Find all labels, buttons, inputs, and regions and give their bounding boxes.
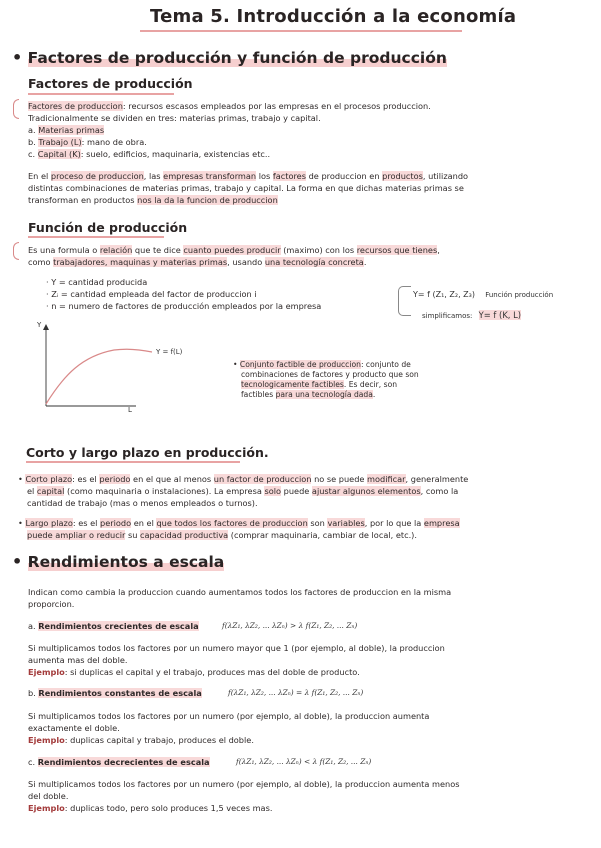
graph-y-label: Y	[37, 321, 42, 329]
term-highlight: Rendimientos decrecientes de escala	[37, 757, 210, 767]
example-label: Ejemplo	[28, 667, 65, 677]
text: son	[307, 518, 328, 528]
term-highlight: trabajadores, maquinas y materias primas	[53, 257, 228, 267]
rendimiento-a-text1: Si multiplicamos todos los factores por un numero mayor que 1 (por ejemplo, al doble), la produccion	[28, 643, 445, 653]
text: factibles	[241, 390, 276, 399]
text: : duplicas todo, pero solo produces 1,5 veces mas.	[64, 803, 273, 813]
funcion-def-line2	[28, 257, 366, 269]
text: : mano de obra.	[81, 137, 147, 147]
rendimiento-a-title	[28, 621, 199, 633]
formula-label: Función producción	[485, 291, 554, 299]
rendimiento-b-example	[28, 735, 254, 747]
item-prefix: c.	[28, 149, 38, 159]
factores-line2: Tradicionalmente se dividen en tres: materias primas, trabajo y capital.	[28, 113, 321, 123]
section-1-heading	[12, 48, 447, 67]
text: no se puede	[311, 474, 368, 484]
rendimiento-a-text2: aumenta mas del doble.	[28, 655, 128, 665]
text: .	[372, 390, 376, 399]
term-highlight: Capital (K)	[37, 149, 81, 159]
factores-item-b	[28, 137, 147, 149]
text: : es el	[72, 474, 100, 484]
rendimiento-c-example	[28, 803, 272, 815]
production-curve	[46, 349, 152, 404]
text: como	[28, 257, 54, 267]
formula: Y= f (K, L)	[478, 310, 522, 320]
text: , utilizando	[422, 171, 469, 181]
term-highlight: tecnologicamente factibles	[241, 380, 344, 389]
rendimiento-b-text2: exactamente el doble.	[28, 723, 120, 733]
bullet-dot-icon: •	[12, 48, 23, 67]
variable-n: · n = numero de factores de producción empleados por la empresa	[46, 301, 322, 311]
section-1-heading-text: Factores de producción y función de producción	[27, 49, 447, 67]
text: de produccion en	[306, 171, 383, 181]
rendimiento-b-formula: f(λZ₁, λZ₂, ... λZₙ) = λ f(Z₁, Z₂, ... Zₙ)	[228, 688, 364, 697]
term-highlight: relación	[99, 245, 133, 255]
term-highlight: productos	[382, 171, 423, 181]
bracket-mark	[13, 242, 19, 260]
y-axis-arrow-icon	[43, 324, 49, 330]
formula-simplified	[422, 310, 521, 320]
term-highlight: cuanto puedes producir	[183, 245, 281, 255]
factores-definition	[28, 101, 431, 113]
text: Y = cantidad producida	[51, 277, 148, 287]
item-prefix: a.	[28, 125, 39, 135]
term-highlight: Conjunto factible de produccion	[239, 360, 361, 369]
term-highlight: modificar	[367, 474, 406, 484]
text: en el que al menos	[130, 474, 214, 484]
text: Zᵢ = cantidad empleada del factor de produccion i	[51, 289, 257, 299]
largo-plazo-line1: • Largo plazo: es el periodo en el que todos los factores de produccion son variables, por lo que la empresa	[18, 518, 460, 528]
sub-heading-plazo: Corto y largo plazo en producción.	[26, 445, 269, 460]
term-highlight: Trabajo (L)	[38, 137, 82, 147]
rendimiento-c-text2: del doble.	[28, 791, 69, 801]
rendimiento-a-example	[28, 667, 360, 679]
text: que te dice	[132, 245, 184, 255]
text: (maximo) con los	[280, 245, 357, 255]
text: ,	[437, 245, 440, 255]
text: . Es decir, son	[343, 380, 398, 389]
section-2-heading	[12, 552, 224, 571]
title-underline	[140, 30, 462, 32]
term-highlight: periodo	[100, 518, 132, 528]
text: su	[125, 530, 141, 540]
rendimiento-c-title	[28, 757, 210, 769]
conjunto-note-line2: combinaciones de factores y producto que son	[241, 370, 419, 379]
sub-heading-underline	[28, 236, 164, 238]
conjunto-note-line4	[241, 390, 375, 401]
corto-plazo-line2	[27, 486, 458, 498]
term-highlight: Materias primas	[38, 125, 105, 135]
text: : duplicas capital y trabajo, produces el doble.	[64, 735, 254, 745]
bullet-dot-icon: •	[12, 552, 23, 571]
term-highlight: para una tecnología dada	[275, 390, 373, 399]
proceso-para-line1	[28, 171, 468, 183]
term-highlight: capital	[36, 486, 65, 496]
text: , usando	[227, 257, 265, 267]
production-function-graph	[34, 320, 194, 416]
rendimiento-c-text1: Si multiplicamos todos los factores por un numero (por ejemplo, al doble), la produccion aumenta menos	[28, 779, 460, 789]
rendimientos-intro-line1: Indican como cambia la produccion cuando aumentamos todos los factores de produccion en la misma	[28, 587, 452, 597]
term-highlight: solo	[264, 486, 282, 496]
text: los	[256, 171, 273, 181]
formula-bracket	[398, 286, 411, 316]
term-highlight: Rendimientos constantes de escala	[38, 688, 202, 698]
term-highlight: puede ampliar o reducir	[27, 530, 126, 540]
rendimientos-intro-line2: proporcion.	[28, 599, 75, 609]
text: n = numero de factores de producción empleados por la empresa	[51, 301, 322, 311]
formula-label: simplificamos:	[422, 312, 473, 320]
term-highlight: Rendimientos crecientes de escala	[38, 621, 199, 631]
term-highlight: factores	[272, 171, 306, 181]
largo-plazo-line2	[27, 530, 417, 542]
term-highlight: recursos que tienes	[356, 245, 438, 255]
text: Es una formula o	[28, 245, 100, 255]
text: : si duplicas el capital y el trabajo, produces mas del doble de producto.	[64, 667, 360, 677]
graph-curve-label: Y = f(L)	[156, 348, 183, 356]
term-highlight: Largo plazo	[25, 518, 73, 528]
term-highlight: variables	[327, 518, 365, 528]
corto-plazo-line1: • Corto plazo: es el periodo en el que al menos un factor de produccion no se puede modificar, generalmente	[18, 474, 469, 484]
text: : es el	[72, 518, 101, 528]
term-highlight: Factores de produccion	[28, 101, 123, 111]
term-highlight: proceso de produccion	[50, 171, 144, 181]
proceso-para-line3	[28, 195, 278, 207]
formula: Y= f (Z₁, Z₂, Z₃)	[413, 290, 475, 299]
term-highlight: una tecnología concreta	[264, 257, 364, 267]
example-label: Ejemplo	[28, 803, 65, 813]
conjunto-note-line3	[241, 380, 397, 391]
text: , generalmente	[405, 474, 469, 484]
term-highlight: periodo	[99, 474, 131, 484]
text: en el	[131, 518, 157, 528]
proceso-para-line2: distintas combinaciones de materias primas, trabajo y capital. La forma en que dichas materias primas se	[28, 183, 464, 193]
rendimiento-b-title	[28, 688, 202, 700]
term-highlight: empresa	[423, 518, 460, 528]
term-highlight: empresas transforman	[163, 171, 257, 181]
item-prefix: b.	[28, 688, 39, 698]
factores-item-c	[28, 149, 270, 161]
funcion-def-line1	[28, 245, 440, 257]
term-highlight: Corto plazo	[25, 474, 73, 484]
section-2-heading-text: Rendimientos a escala	[27, 553, 225, 571]
text: , por lo que la	[364, 518, 424, 528]
sub-heading-funcion: Función de producción	[28, 220, 188, 235]
sub-heading-factores: Factores de producción	[28, 76, 193, 91]
text: (comprar maquinaria, cambiar de local, etc.).	[228, 530, 417, 540]
sub-heading-underline	[26, 461, 240, 463]
item-prefix: b.	[28, 137, 39, 147]
term-highlight: nos la da la funcion de produccion	[137, 195, 278, 205]
text: transforman en productos	[28, 195, 138, 205]
factores-item-a	[28, 125, 104, 137]
text: (como maquinaria o instalaciones). La empresa	[64, 486, 265, 496]
formula-production	[413, 290, 553, 299]
rendimiento-a-formula: f(λZ₁, λZ₂, ... λZₙ) > λ f(Z₁, Z₂, ... Zₙ)	[222, 621, 358, 630]
text: , las	[143, 171, 164, 181]
graph-x-label: L	[128, 406, 132, 414]
item-prefix: c.	[28, 757, 38, 767]
example-label: Ejemplo	[28, 735, 65, 745]
bracket-mark	[13, 99, 19, 119]
variable-z: · Zᵢ = cantidad empleada del factor de produccion i	[46, 289, 257, 299]
page-title: Tema 5. Introducción a la economía	[150, 6, 517, 27]
item-prefix: a.	[28, 621, 39, 631]
text: puede	[281, 486, 312, 496]
variable-y: · Y = cantidad producida	[46, 277, 148, 287]
term-highlight: que todos los factores de produccion	[156, 518, 308, 528]
rendimiento-b-text1: Si multiplicamos todos los factores por un numero (por ejemplo, al doble), la produccion aumenta	[28, 711, 430, 721]
term-highlight: capacidad productiva	[140, 530, 229, 540]
text: .	[363, 257, 367, 267]
text: , como la	[420, 486, 459, 496]
sub-heading-underline	[28, 93, 174, 95]
rendimiento-c-formula: f(λZ₁, λZ₂, ... λZₙ) < λ f(Z₁, Z₂, ... Zₙ)	[236, 757, 372, 766]
text: En el	[28, 171, 51, 181]
text: : recursos escasos empleados por las empresas en el procesos produccion.	[122, 101, 431, 111]
text: el	[27, 486, 37, 496]
conjunto-note-line1: • Conjunto factible de produccion: conjunto de	[233, 360, 411, 369]
text: : conjunto de	[360, 360, 411, 369]
term-highlight: un factor de produccion	[213, 474, 312, 484]
term-highlight: ajustar algunos elementos	[311, 486, 421, 496]
corto-plazo-line3: cantidad de trabajo (mas o menos empleados o turnos).	[27, 498, 258, 508]
text: : suelo, edificios, maquinaria, existencias etc..	[80, 149, 271, 159]
